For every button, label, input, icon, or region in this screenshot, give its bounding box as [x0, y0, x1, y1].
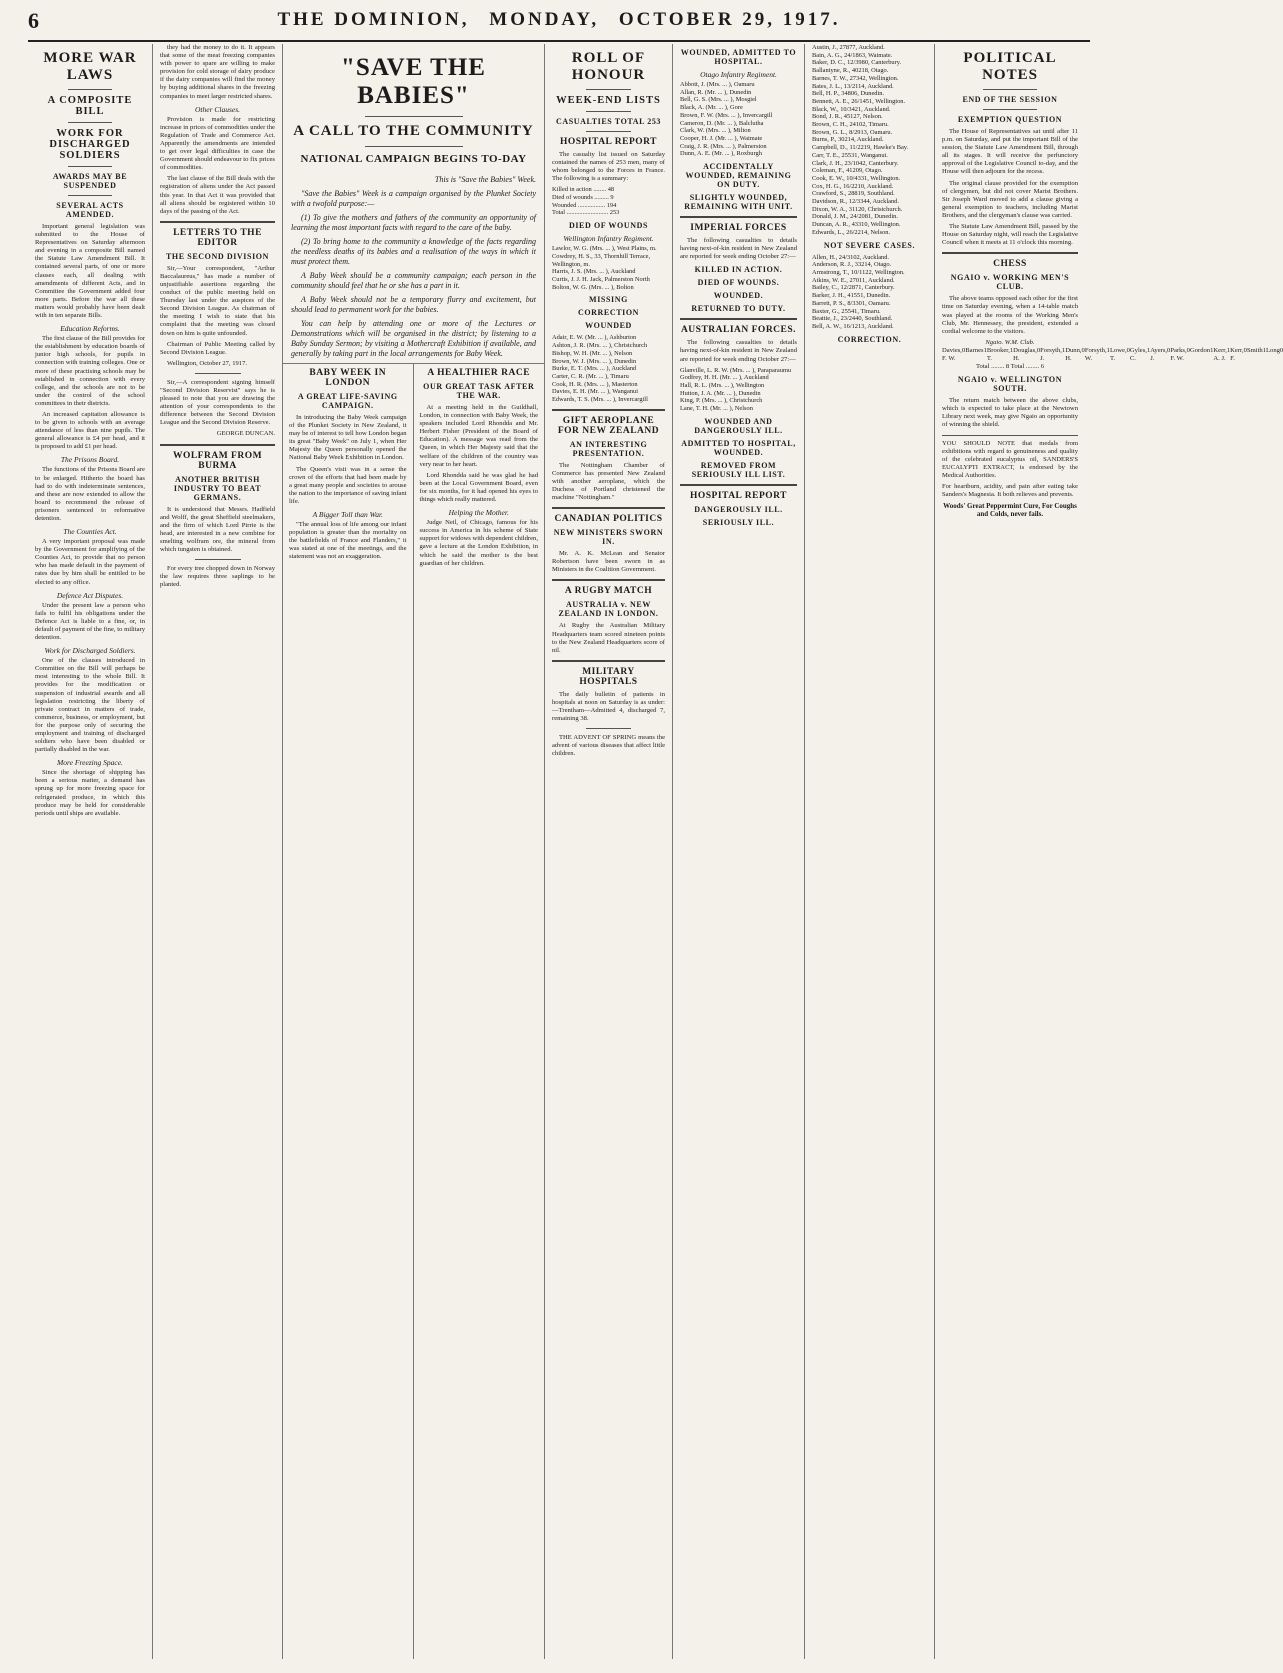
player-name: Long [1266, 346, 1280, 354]
section-heading: A Bigger Toll than War. [312, 510, 383, 520]
list-item: Cook, E. W., 10/4331, Wellington. [812, 174, 901, 182]
list-item: Allan, R. (Mr. ... ), Dunedin [680, 88, 752, 96]
player-score: 0 [1167, 346, 1171, 354]
article-heading: BABY WEEK IN LONDON [309, 368, 387, 388]
rugby-heading: A RUGBY MATCH [564, 586, 653, 597]
section-heading: Other Clauses. [195, 104, 240, 114]
healthier-race [414, 364, 545, 1659]
feature-intro: (2) To bring home to the community a knowledge of the facts regarding the needless deaths of its babies and a realisation of the ways in which it must protect them. [291, 237, 536, 266]
paragraph: The following casualties to details having next-of-kin resident in New Zealand are reported for week ending October 27:— [680, 237, 797, 261]
masthead [28, 0, 1090, 42]
section-heading: Helping the Mother. [448, 508, 509, 518]
paragraph: A very important proposal was made by the Government for amplifying of the Counties Act, to provide that no person who has made default in the payment of rates due by him shall be entitled to be elected to any office. [35, 538, 145, 586]
player-score: 0 [1279, 346, 1283, 354]
paragraph: Since the shortage of shipping has been a serious matter, a demand has sprung up for more freezing space for refrigerated produce, in which this produce may be held for considerable periods until ships are available. [35, 769, 145, 817]
article-subheading: OUR GREAT TASK AFTER THE WAR. [423, 382, 535, 400]
roll-subtitle: WEEK-END LISTS [556, 95, 661, 106]
scores-header: Ngaio. W.M. Club. [985, 338, 1035, 346]
section-heading: NOT SEVERE CASES. [823, 240, 916, 250]
list-item: Beattie, J., 23/2440, Southland. [812, 315, 893, 323]
list-item: Armstrong, T., 10/1122, Wellington. [812, 268, 905, 276]
paragraph: At Rugby the Australian Military Headquarters team scored nineteen points to the New Zealand Headquarters score of nil. [552, 622, 665, 654]
list-item: Brown, G. L., 8/2913, Oamaru. [812, 128, 893, 136]
summary-died: Died of wounds ......... 9 [552, 194, 614, 202]
score-row [987, 347, 1040, 363]
player-name: Kerr, A. J. [1213, 346, 1227, 362]
paragraph: The return match between the above clubs, which is expected to take place at the Newtown Library next week, may give Ngaio an opportunity of winning the shield. [942, 396, 1078, 429]
section-heading: KILLED IN ACTION. [694, 265, 783, 275]
paragraph: An increased capitation allowance is to be given to schools with an average attendance of less than nine pupils. The general allowance is £4 per head, and it is proposed to add £1 per head. [35, 410, 145, 451]
section-heading: WOUNDED AND DANGEROUSLY ILL. [694, 416, 783, 435]
list-item: Hall, R. L. (Mrs. ... ), Wellington [680, 382, 765, 389]
letters-subheading: THE SECOND DIVISION [166, 251, 269, 261]
list-item: Barnes, T. W., 27342, Wellington. [812, 74, 899, 82]
list-item: Bell, A. W., 16/1213, Auckland. [812, 322, 894, 330]
rugby-subheading: AUSTRALIA v. NEW ZEALAND IN LONDON. [558, 600, 659, 619]
column-casualties [673, 44, 805, 1659]
paragraph: In introducing the Baby Week campaign of the Plunket Society in New Zealand, it may be of interest to tell how London began its great "Baby Week" on July 1, when Her Majesty the Queen personally opened the National Baby Week Exhibition in London. [289, 414, 407, 462]
subheading-awards: AWARDS MAY BE SUSPENDED [52, 172, 128, 190]
section-heading: The Counties Act. [63, 527, 117, 537]
column-political-notes [935, 44, 1283, 1659]
list-item: Lane, T. H. (Mr. ... ), Nelson [680, 405, 753, 413]
list-item: Campbell, D., 11/2219, Hawke's Bay. [812, 144, 909, 152]
section-heading: The Prisons Board. [60, 455, 120, 465]
feature-subtitle: A CALL TO THE COMMUNITY [293, 123, 534, 139]
section-heading: DANGEROUSLY ILL. [694, 504, 783, 514]
score-row [942, 347, 987, 363]
feature-intro: You can help by attending one or more of the Lectures or Demonstrations which will be organised in the district; by listening to a Baby Sunday Sermon; by visiting a Mothercraft Exhibition if available, and generally by taking part in the local arrangements for Baby Week. [291, 319, 536, 358]
list-item: Dunn, A. E. (Mr. ... ), Roxburgh [680, 150, 762, 158]
summary-killed: Killed in action ........ 48 [552, 186, 615, 194]
feature-columns [283, 364, 544, 1659]
section-heading: ACCIDENTALLY WOUNDED, REMAINING ON DUTY. [685, 162, 792, 190]
paragraph: Sir,—Your correspondent, "Arthur Baccalaureus," has made a number of unjustifiable assertions regarding the conduct of the public meeting held on Thursday last under the auspices of the Second Division League. As chairman of the meeting I wish to state that his complaint that the meeting was closed down on him is quite unfounded. [160, 264, 275, 337]
list-item: Bolton, W. G. (Mrs. ... ), Bolton [552, 283, 634, 291]
summary-wounded: Wounded ................. 194 [552, 201, 617, 209]
advertisement: THE ADVENT OF SPRING means the advent of various diseases that affect little children. [552, 734, 665, 758]
column-hospital-list [805, 44, 935, 1659]
list-item: Lawlor, W. G. (Mrs. ... ), West Plains, m. [552, 245, 657, 253]
player-name: Forsyth, J. [1040, 346, 1062, 362]
feature-header [283, 44, 544, 364]
baby-week-london [283, 364, 414, 1659]
political-subheading: EXEMPTION QUESTION [957, 115, 1063, 124]
political-subheading: END OF THE SESSION [962, 95, 1058, 104]
player-score: 1 [1210, 346, 1214, 354]
list-item: Carter, C. R. (Mr. ... ), Timaru [552, 372, 629, 380]
player-score: 1 [983, 346, 987, 354]
ad-text: YOU SHOULD NOTE that medals from exhibitions with regard to genuineness and quality of the celebrated eucalyptus oil, SANDERS'S EUCALYPTI EXTRACT, is endorsed by the Medical Authorities. [942, 440, 1078, 480]
imperial-forces-heading: IMPERIAL FORCES [690, 223, 787, 234]
column-letters [153, 44, 283, 1659]
section-heading: More Freezing Space. [57, 758, 123, 768]
section-heading: MISSING [589, 295, 628, 305]
list-item: Harris, J. S. (Mrs. ... ), Auckland [552, 268, 636, 276]
paragraph: For every tree chopped down in Norway the law requires three saplings to be planted. [160, 565, 275, 589]
paragraph: One of the clauses introduced in Committee on the Bill will perhaps be most interesting to the whole Bill. It provides for the modification or suspension of industrial awards and all legislation restricting the liberty of private contract in matters of trade, commerce, business, or employment, but for the purpose only of securing the employment and training of discharged soldiers who have been disabled or partially disabled in the war. [35, 657, 145, 754]
player-score: 0 [1036, 346, 1041, 354]
player-name: Parks, F. W. [1170, 346, 1187, 362]
ad-tagline: Woods' Great Peppermint Cure, For Coughs and Colds, never fails. [943, 502, 1077, 519]
player-score: 0 [1126, 346, 1130, 354]
dateline: Wellington, October 27, 1917. [167, 359, 248, 367]
player-score: 1 [1262, 346, 1266, 354]
roll-title: ROLL OF HONOUR [571, 50, 646, 83]
player-name: Kerr, F. [1230, 346, 1244, 362]
wolfram-subheading: ANOTHER BRITISH INDUSTRY TO BEAT GERMANS. [173, 474, 262, 502]
feature-intro: "Save the Babies" Week is a campaign organised by the Plunket Society with a twofold purpose:— [291, 189, 536, 208]
subheading-acts-amended: SEVERAL ACTS AMENDED. [56, 201, 124, 219]
section-heading: DIED OF WOUNDS [568, 221, 649, 231]
list-item: Bennett, A. E., 26/1451, Wellington. [812, 97, 906, 105]
paragraph: Sir,—A correspondent signing himself "Second Division Reservist" says he is pleased to note that you are drawing the attention of your correspondents to the difference between the Second Division League and the Second Division Reserve. [160, 378, 275, 427]
list-item: Curtis, J. J. H. Jack, Palmerston North [552, 276, 650, 283]
columns [28, 44, 1283, 1659]
list-item: Anderson, R. J., 33214, Otago. [812, 261, 892, 269]
hospital-list [812, 44, 927, 237]
list-item: Cowdrey, H. S., 33, Thornhill Terrace, Wellington, m. [552, 252, 651, 268]
feature-intro: A Baby Week should be a community campaign; each person in the community should feel that he or she has a part in it. [291, 271, 536, 290]
article-heading: A HEALTHIER RACE [427, 368, 531, 378]
chess-subheading: NGAIO v. WORKING MEN'S CLUB. [950, 273, 1070, 292]
paragraph: The following casualties to details having next-of-kin resident in New Zealand are reported for week ending October 27:— [680, 339, 797, 363]
canada-subheading: NEW MINISTERS SWORN IN. [553, 528, 664, 547]
section-heading: Work for Discharged Soldiers. [44, 646, 136, 656]
paragraph: they had the money to do it. It appears that some of the meat freezing companies with power to spare are willing to make provision for cold storage of dairy produce if the dairy companies will find the money by buying additional shares in the freezing companies to meet larger restricted shares. [160, 44, 275, 100]
gift-heading: GIFT AEROPLANE FOR NEW ZEALAND [557, 415, 660, 436]
feature-title: "SAVE THE BABIES" [341, 54, 486, 109]
list-item: Abbott, J. (Mrs. ... ), Oamaru [680, 81, 755, 88]
list-item: Burns, P., 30214, Auckland. [812, 136, 884, 144]
column-roll-of-honour [545, 44, 673, 1659]
paragraph: Important general legislation was submitted to the House of Representatives on Saturday afternoon and evening in a composite Bill named the Statute Law Amendment Bill. It contained several parts, of one or more clauses each, all dealing with amendments of different Acts, and in Committee the Government added four more parts. Before the war all these matters would probably have been dealt with in ten separate Bills. [35, 223, 145, 320]
chess-subheading: NGAIO v. WELLINGTON SOUTH. [957, 374, 1063, 393]
list-item: Davies, E. H. (Mr. ... ), Wanganui [552, 388, 638, 396]
section-heading: Defence Act Disputes. [56, 590, 124, 600]
paragraph: The functions of the Prisons Board are to be enlarged. Hitherto the board has had to do with indeterminate sentences, and these are now extended to allow the board to recommend the release of prisoners sentenced to reformative detention. [35, 466, 145, 522]
score-row [1213, 347, 1247, 363]
section-heading: Education Reforms. [60, 324, 120, 334]
list-item: Dixon, W. A., 31120, Christchurch. [812, 205, 903, 213]
list-item: Barrett, P. S., 8/3301, Oamaru. [812, 299, 891, 307]
player-score: 1 [1009, 346, 1014, 354]
player-name: Barnes [965, 346, 984, 354]
player-score: 1 [1106, 346, 1110, 354]
list-item: Black, A. (Mr. ... ), Gore [680, 104, 743, 112]
casualty-summary [552, 186, 665, 217]
paragraph: Judge Neil, of Chicago, famous for his success in America in his scheme of State support for widows with dependent children, gave a lecture at the London Exhibition, in which he said the mother is the best guardian of her children. [419, 519, 538, 567]
player-score: 0 [1243, 346, 1247, 354]
masthead-date: OCTOBER 29, 1917. [618, 9, 841, 30]
section-heading: WOUNDED, ADMITTED TO HOSPITAL. [680, 48, 797, 66]
list-item: Godfrey, H. H. (Mr. ... ), Auckland [680, 374, 769, 382]
list-item: Hutton, J. A. (Mr. ... ), Dunedin [680, 389, 761, 397]
wolfram-heading: WOLFRAM FROM BURMA [172, 450, 263, 471]
player-name: Smith [1246, 346, 1263, 354]
list-item: Bishop, W. H. (Mr. ... ), Nelson [552, 349, 633, 357]
paragraph: "The annual loss of life among our infant population is greater than the mortality on the battlefields of France and Flanders," it was stated at one of the meetings, and the statement was not an exaggeration. [289, 521, 407, 561]
list-item: Bates, J. L., 13/2114, Auckland. [812, 82, 894, 90]
list-item: Clark, J. H., 23/1042, Canterbury. [812, 159, 899, 167]
signature: Chairman of Public Meeting called by Second Division League. [160, 340, 275, 356]
casualties-total: CASUALTIES TOTAL 253 [555, 117, 662, 126]
regiment-heading: Wellington Infantry Regiment. [563, 234, 654, 244]
section-heading: SERIOUSLY ILL. [702, 517, 775, 527]
paragraph: The last clause of the Bill deals with the registration of aliens under the Act passed this year. In that Act it was provided that all aliens should be registered within 10 days of the passing of the Act. [160, 175, 275, 215]
paragraph: The Statute Law Amendment Bill, passed by the House on Saturday night, will reach the Legislative Council when it meets at 11 o'clock this morning. [942, 223, 1078, 247]
casualty-list-1 [552, 245, 665, 291]
list-item: Cooper, H. J. (Mr. ... ), Waimate [680, 134, 763, 142]
list-item: Craig, J. R. (Mrs. ... ), Palmerston [680, 142, 767, 150]
signature: GEORGE DUNCAN. [216, 430, 275, 438]
paragraph: The first clause of the Bill provides for the establishment by education boards of junior high schools, for pupils in connection with training colleges. One or more of these practising schools may be established in connection with every college, and the schools are not to be under the control of the school committees in their districts. [35, 335, 145, 407]
paragraph: It is understood that Messrs. Hadfield and Wolff, the great Sheffield steelmakers, and the firm of which Lord Pirrie is the head, are interested in a new combine for smelting wolfram ore, the mineral from which tungsten is obtained. [160, 505, 275, 554]
section-heading: REMOVED FROM SERIOUSLY ILL LIST. [691, 460, 786, 479]
section-heading: ADMITTED TO HOSPITAL, WOUNDED. [681, 438, 796, 457]
section-heading: DIED OF WOUNDS. [697, 278, 780, 288]
summary-total: Total .......................... 253 [552, 209, 620, 217]
subheading-discharged-soldiers: WORK FOR DISCHARGED SOLDIERS [49, 128, 131, 161]
list-item: King, P. (Mrs. ... ), Christchurch [680, 397, 763, 405]
section-heading: CORRECTION [577, 308, 640, 318]
feature-intro: This is "Save the Babies" Week. [434, 175, 536, 184]
paragraph: The Nottingham Chamber of Commerce has presented New Zealand with another aeroplane, which the Duchess of Portland christened the machine "Nottingham." [552, 461, 665, 502]
player-name: Gordon [1189, 346, 1211, 354]
paragraph: The daily bulletin of patients in hospitals at noon on Saturday is as under:—Trentham—Admitted 4, discharged 7, remaining 38. [552, 690, 665, 723]
paragraph: At a meeting held in the Guildhall, London, in connection with Baby Week, the speakers included Lord Rhondda and Mr. Herbert Fisher (President of the Board of Education). A message was read from the Queen, in which Her Majesty said that the welfare of the children of the country was very near to her heart. [419, 404, 538, 468]
list-item: Carr, T. E., 25531, Wanganui. [812, 151, 888, 159]
list-item: Adair, E. W. (Mr. ... ), Ashburton [552, 334, 637, 342]
player-name: Forsyth, W. [1084, 346, 1107, 362]
player-score: 1 [1061, 346, 1066, 354]
player-name: Davies, F. W. [942, 346, 962, 362]
section-heading: WOUNDED [585, 321, 632, 331]
player-name: Douglas, H. [1013, 346, 1037, 362]
australian-forces-heading: AUSTRALIAN FORCES. [680, 325, 797, 336]
subheading-composite-bill: A COMPOSITE BILL [47, 95, 133, 117]
list-item: Ashton, J. R. (Mrs. ... ), Christchurch [552, 342, 648, 350]
list-item: Donald, J. M., 24/2081, Dunedin. [812, 213, 898, 221]
list-item: Bailey, C., 12/2871, Canterbury. [812, 284, 895, 292]
paragraph: The Queen's visit was in a sense the crown of the efforts that had been made by a great many people and societies to arouse the nation to the importance of saving infant life. [289, 465, 407, 505]
list-item: Crawford, S., 28819, Southland. [812, 190, 895, 198]
list-item: Barker, J. H., 41551, Dunedin. [812, 292, 891, 300]
section-heading: SLIGHTLY WOUNDED, REMAINING WITH UNIT. [684, 193, 793, 212]
hospital-report-heading: HOSPITAL REPORT [560, 137, 657, 147]
article-title-war-laws: MORE WAR LAWS [43, 50, 137, 83]
player-score: 1 [1226, 346, 1231, 354]
list-item: Bell, H. P., 34806, Dunedin. [812, 90, 885, 98]
list-item: Allen, H., 24/3102, Auckland. [812, 253, 890, 261]
list-item: Cook, H. R. (Mrs. ... ), Masterton [552, 380, 638, 388]
page-number: 6 [28, 8, 39, 33]
letters-heading: LETTERS TO THE EDITOR [173, 227, 262, 248]
casualty-list-4 [680, 367, 797, 413]
paragraph: The above teams opposed each other for the first time on Saturday evening, when a 14-table match was played at the rooms of the Working Men's Club, Mr. Hennessey, the president, extended a cordial welcome to the visitors. [942, 295, 1078, 335]
section-heading: CORRECTION. [837, 334, 902, 344]
list-item: Glanville, L. R. W. (Mrs. ... ), Paraparaumu [680, 366, 792, 374]
list-item: Davidson, R., 12/3344, Auckland. [812, 198, 899, 206]
player-score: 0 [1081, 346, 1085, 354]
masthead-title [271, 9, 846, 31]
list-item: Brown, C. H., 24102, Timaru. [812, 121, 889, 129]
list-item: Coleman, F., 41209, Otago. [812, 167, 883, 175]
player-name: Brooker, T. [986, 346, 1010, 362]
player-score: 1 [1146, 346, 1151, 354]
gift-subheading: AN INTERESTING PRESENTATION. [569, 439, 648, 458]
player-score: 0 [1186, 346, 1190, 354]
list-item: Clark, W. (Mrs. ... ), Milton [680, 127, 751, 135]
score-row [1247, 347, 1283, 363]
list-item: Brown, W. J. (Mrs. ... ), Dunedin [552, 357, 637, 365]
list-item: Brown, F. W. (Mrs. ... ), Invercargill [680, 111, 773, 119]
list-item: Baxter, G., 25541, Timaru. [812, 307, 881, 315]
section-heading: RETURNED TO DUTY. [691, 304, 786, 314]
list-item: Edwards, T. S. (Mrs. ... ), Invercargill [552, 396, 648, 404]
canada-heading: CANADIAN POLITICS [554, 514, 663, 525]
casualty-list-3 [680, 81, 797, 158]
paragraph: The House of Representatives sat until after 11 p.m. on Saturday, and put the important Bill of the session, the Statute Law Amendment Bill, through all its stages. It will receive the perfunctory approval of the Legislative Council to-day, and the House will then adjourn for the recess. [942, 128, 1078, 176]
masthead-day: MONDAY, [489, 9, 600, 30]
paragraph: Mr. A. K. McLean and Senator Robertson have been sworn in as Ministers in the Coalition Government. [552, 550, 665, 574]
list-item: Ballantyne, R., 40218, Otago. [812, 67, 889, 75]
article-subheading: A GREAT LIFE-SAVING CAMPAIGN. [297, 392, 398, 410]
score-row [1170, 347, 1213, 363]
paper-name: THE DOMINION, [277, 9, 470, 30]
advertisement [942, 435, 1078, 518]
score-row [1040, 347, 1085, 363]
casualty-list-2 [552, 334, 665, 403]
section-heading: WOUNDED. [713, 291, 764, 301]
chess-heading: CHESS [993, 259, 1027, 270]
political-title: POLITICAL NOTES [963, 50, 1057, 83]
feature-intro: A Baby Week should not be a temporary flurry and excitement, but should lead to permanent work for the babies. [291, 295, 536, 314]
feature-intro: (1) To give the mothers and fathers of the community an opportunity of learning the most important facts with regard to the care of the baby. [291, 213, 536, 232]
list-item: Cox, H. G., 16/2210, Auckland. [812, 182, 894, 190]
column-war-laws [28, 44, 153, 1659]
chess-scores [942, 338, 1283, 371]
list-item: Bond, J. R., 45127, Nelson. [812, 113, 883, 121]
save-the-babies-feature [283, 44, 545, 1659]
hospital-report-heading: HOSPITAL REPORT [690, 490, 787, 501]
player-name: Lowe, T. [1109, 346, 1127, 362]
list-item: Austin, J., 27877, Auckland. [812, 44, 885, 51]
player-name: Ayers, J. [1150, 346, 1168, 362]
paragraph: Under the present law a person who fails to fulfil his obligations under the Defence Act is liable to a fine, or, in default of payment of the fine, to military detention. [35, 601, 145, 642]
scores-total: Total ........ 8 Total ........ 6 [975, 362, 1044, 370]
list-item: Edwards, L., 26/2214, Nelson. [812, 228, 891, 236]
paragraph: Provision is made for restricting increase in prices of commodities under the Regulation of Trade and Commerce Act. Apparently the amendments are intended to get over legal difficulties in case the Government should endeavour to fix prices of commodities. [160, 115, 275, 172]
feature-campaign: NATIONAL CAMPAIGN BEGINS TO-DAY [300, 153, 527, 165]
paragraph: The original clause provided for the exemption of clergymen, but did not cover Marist Brothers. Sir Joseph Ward moved to add a clause giving a general exemption to teachers, including Marist Brothers, and the clergyman's clause was carried. [942, 179, 1078, 219]
ad-text: For heartburn, acidity, and pain after eating take Sanders's Magnesia. It both relieves and prevents. [942, 483, 1078, 499]
list-item: Duncan, A. R., 43310, Wellington. [812, 221, 901, 229]
military-hospitals-heading: MILITARY HOSPITALS [579, 666, 638, 687]
player-score: 0 [961, 346, 966, 354]
list-item: Black, W., 10/3421, Auckland. [812, 105, 891, 113]
not-severe-list [812, 254, 927, 331]
list-item: Atkins, W. E., 27011, Auckland. [812, 276, 895, 284]
score-row [1130, 347, 1170, 363]
list-item: Bain, A. G., 24/1863, Waimate. [812, 51, 893, 59]
list-item: Bell, G. S. (Mrs. ... ), Mosgiel [680, 96, 757, 104]
regiment-heading: Otago Infantry Regiment. [700, 70, 777, 79]
paragraph: The casualty list issued on Saturday contained the names of 253 men, many of whom belonged to the Forces in France. The following is a summary: [552, 151, 665, 183]
list-item: Cameron, D. (Mr. ... ), Balclutha [680, 119, 764, 127]
list-item: Burke, E. T. (Mrs. ... ), Auckland [552, 365, 637, 373]
paragraph: Lord Rhondda said he was glad he had been at the Local Government Board, even for six months, for it had opened his eyes to things which really mattered. [419, 471, 538, 504]
score-row [1085, 347, 1130, 363]
player-name: Gyles, C. [1129, 346, 1147, 362]
player-name: Dunn, H. [1065, 346, 1082, 362]
list-item: Baker, D. C., 12/3980, Canterbury. [812, 59, 902, 67]
